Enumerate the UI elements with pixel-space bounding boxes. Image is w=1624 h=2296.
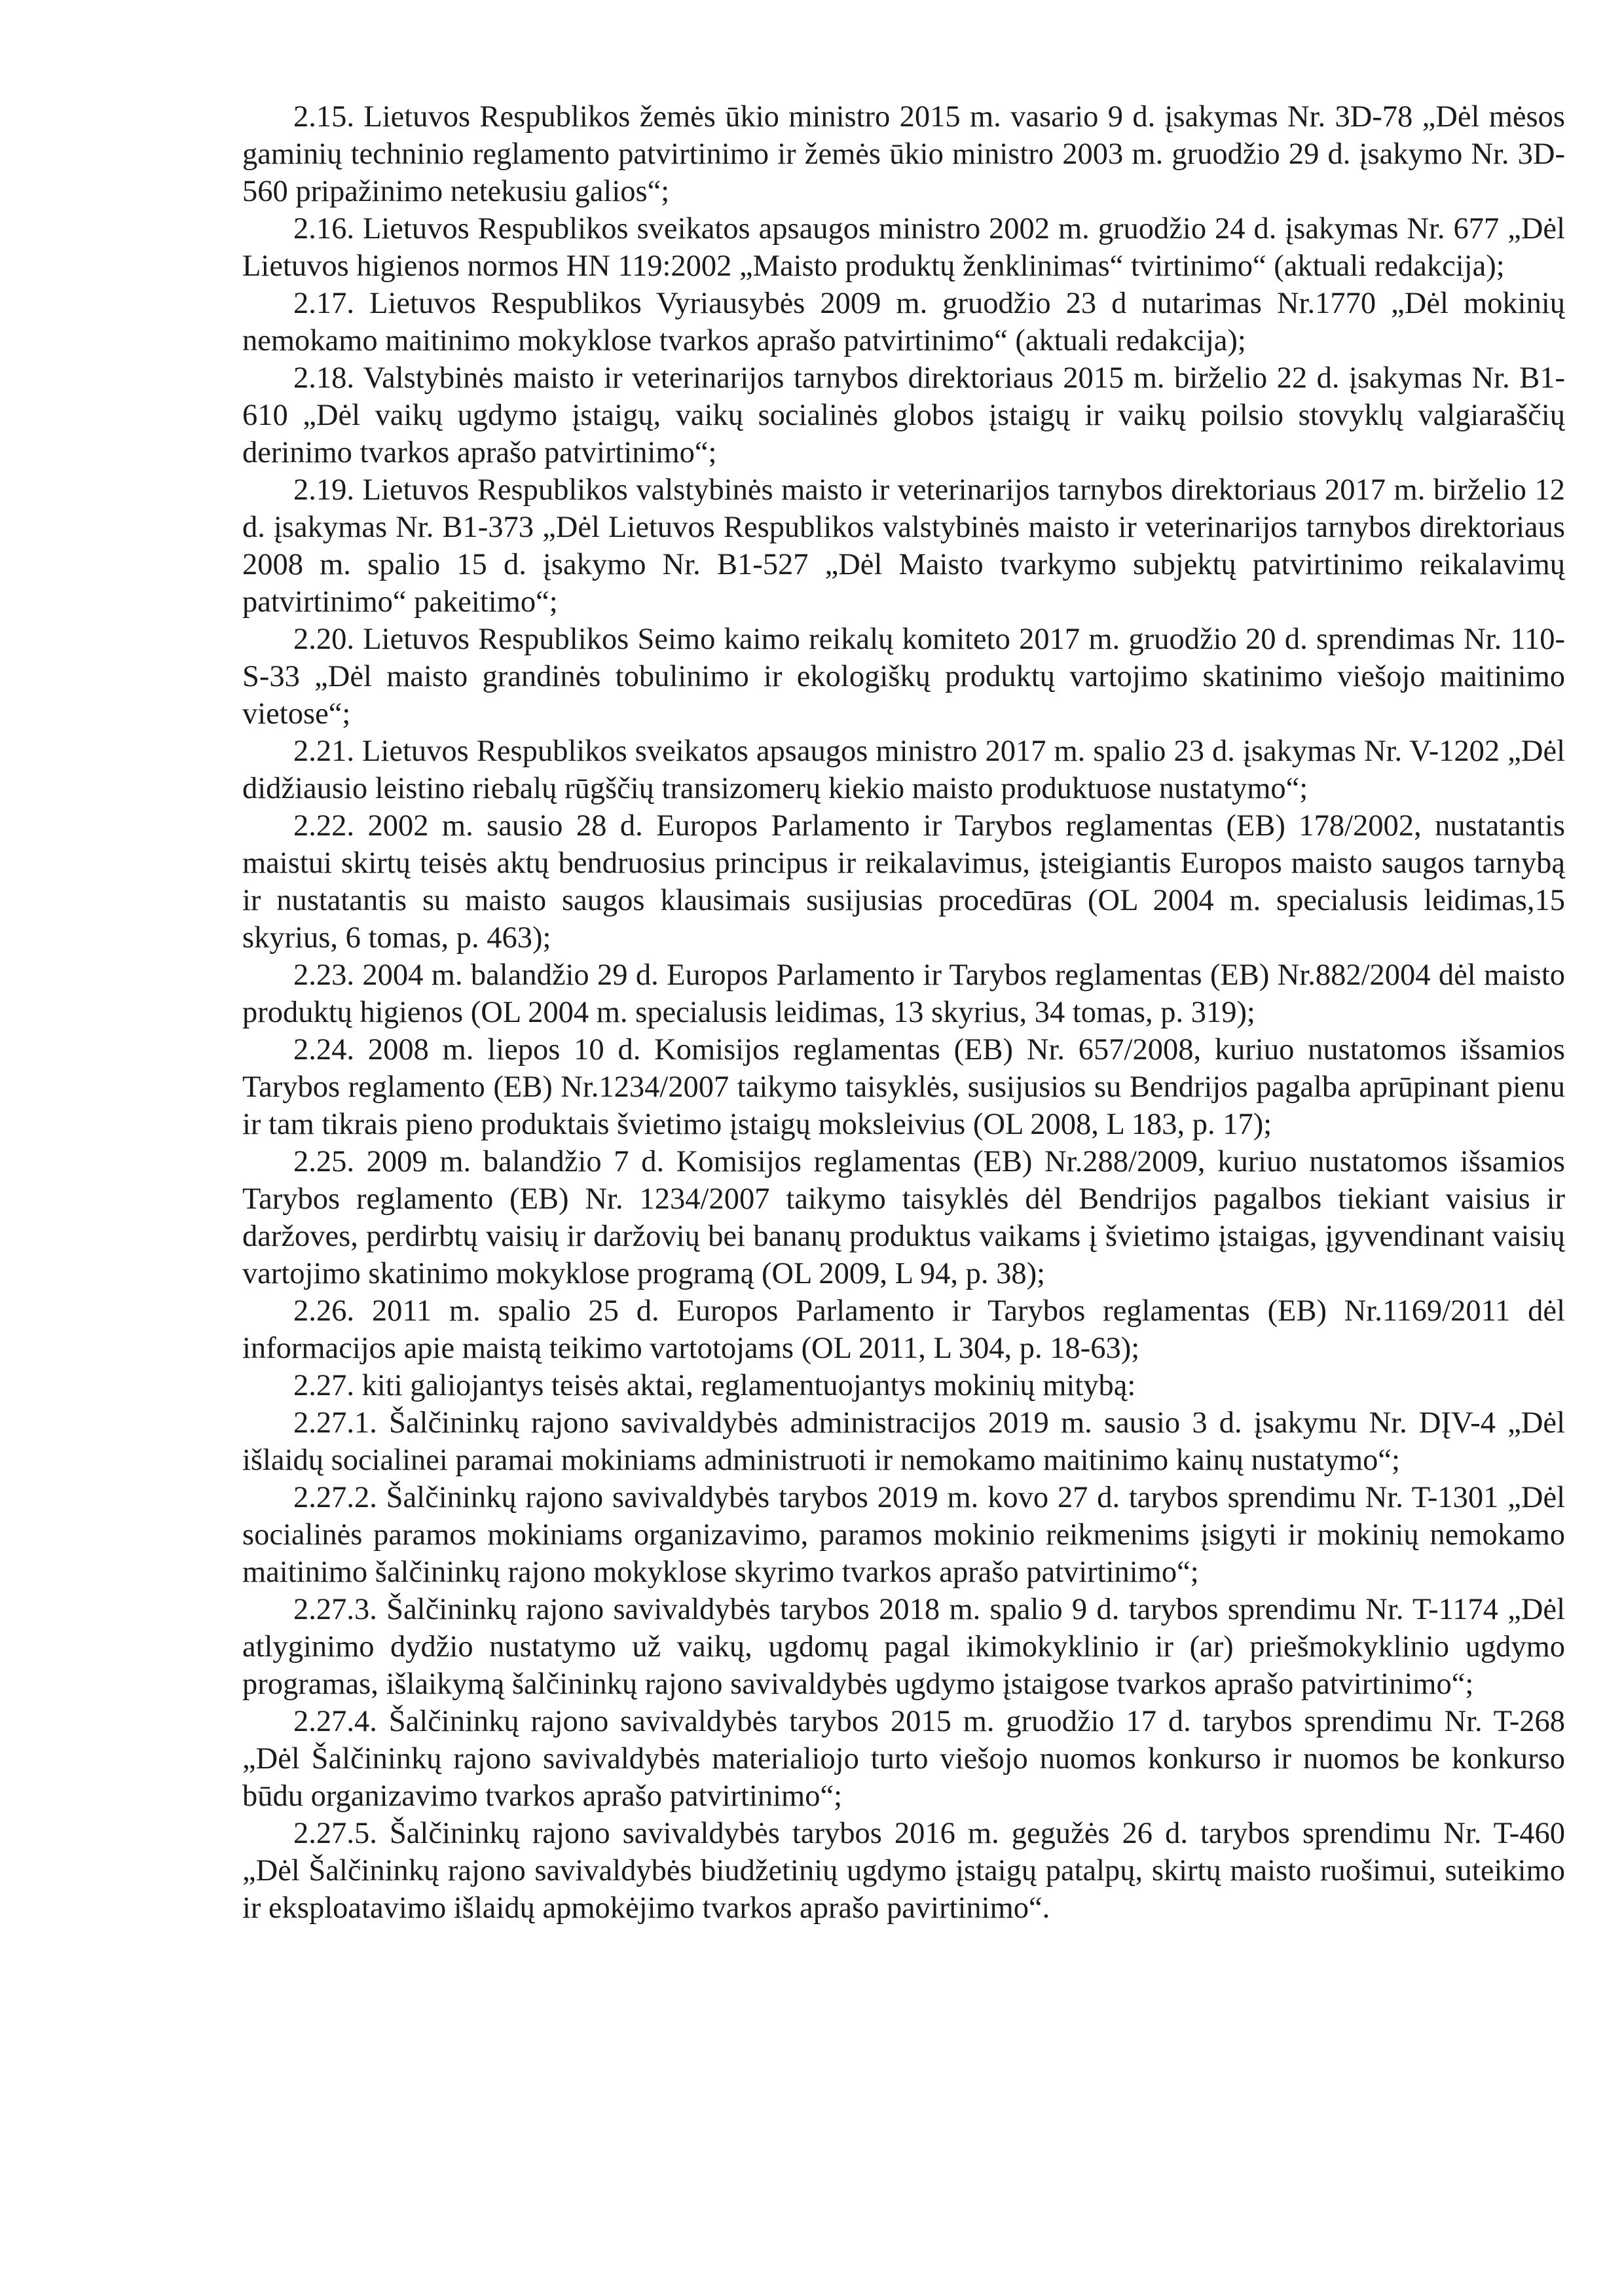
paragraph-2-27-5: 2.27.5. Šalčininkų rajono savivaldybės tarybos 2016 m. gegužės 26 d. tarybos sprendimu Nr. T-460 „Dėl Šalčininkų rajono savivaldybės biudžetinių ugdymo įstaigų patalpų, skirtų maisto ruošimui, suteikimo ir eksploatavimo išlaidų apmokėjimo tvarkos aprašo pavirtinimo“. xyxy=(242,1817,1565,1925)
paragraph-2-16: 2.16. Lietuvos Respublikos sveikatos apsaugos ministro 2002 m. gruodžio 24 d. įsakymas Nr. 677 „Dėl Lietuvos higienos normos HN 119:2002 „Maisto produktų ženklinimas“ tvirtinimo“ (aktuali redakcija); xyxy=(242,212,1565,283)
paragraph-2-19: 2.19. Lietuvos Respublikos valstybinės maisto ir veterinarijos tarnybos direktoriaus 2017 m. birželio 12 d. įsakymas Nr. B1-373 „Dėl Lietuvos Respublikos valstybinės maisto ir veterinarijos tarnybos direktoriaus 2008 m. spalio 15 d. įsakymo Nr. B1-527 „Dėl Maisto tvarkymo subjektų patvirtinimo reikalavimų patvirtinimo“ pakeitimo“; xyxy=(242,473,1565,619)
paragraph-2-27-1: 2.27.1. Šalčininkų rajono savivaldybės administracijos 2019 m. sausio 3 d. įsakymu Nr. DĮV-4 „Dėl išlaidų socialinei paramai mokiniams administruoti ir nemokamo maitinimo kainų nustatymo“; xyxy=(242,1406,1565,1477)
paragraph-2-21: 2.21. Lietuvos Respublikos sveikatos apsaugos ministro 2017 m. spalio 23 d. įsakymas Nr. V-1202 „Dėl didžiausio leistino riebalų rūgščių transizomerų kiekio maisto produktuose nustatymo“; xyxy=(242,735,1565,805)
paragraph-2-23: 2.23. 2004 m. balandžio 29 d. Europos Parlamento ir Tarybos reglamentas (EB) Nr.882/2004 dėl maisto produktų higienos (OL 2004 m. specialusis leidimas, 13 skyrius, 34 tomas, p. 319); xyxy=(242,958,1565,1029)
document-body xyxy=(242,98,1565,1927)
paragraph-2-27-2: 2.27.2. Šalčininkų rajono savivaldybės tarybos 2019 m. kovo 27 d. tarybos sprendimu Nr. T-1301 „Dėl socialinės paramos mokiniams organizavimo, paramos mokinio reikmenims įsigyti ir mokinių nemokamo maitinimo šalčininkų rajono mokyklose skyrimo tvarkos aprašo patvirtinimo“; xyxy=(242,1481,1565,1589)
paragraph-2-25: 2.25. 2009 m. balandžio 7 d. Komisijos reglamentas (EB) Nr.288/2009, kuriuo nustatomos išsamios Tarybos reglamento (EB) Nr. 1234/2007 taikymo taisyklės dėl Bendrijos pagalbos tiekiant vaisius ir daržoves, perdirbtų vaisių ir daržovių bei bananų produktus vaikams į švietimo įstaigas, įgyvendinant vaisių vartojimo skatinimo mokyklose programą (OL 2009, L 94, p. 38); xyxy=(242,1145,1565,1290)
paragraph-2-22: 2.22. 2002 m. sausio 28 d. Europos Parlamento ir Tarybos reglamentas (EB) 178/2002, nustatantis maistui skirtų teisės aktų bendruosius principus ir reikalavimus, įsteigiantis Europos maisto saugos tarnybą ir nustatantis su maisto saugos klausimais susijusias procedūras (OL 2004 m. specialusis leidimas,15 skyrius, 6 tomas, p. 463); xyxy=(242,809,1565,955)
paragraph-2-18: 2.18. Valstybinės maisto ir veterinarijos tarnybos direktoriaus 2015 m. birželio 22 d. įsakymas Nr. B1-610 „Dėl vaikų ugdymo įstaigų, vaikų socialinės globos įstaigų ir vaikų poilsio stovyklų valgiaraščių derinimo tvarkos aprašo patvirtinimo“; xyxy=(242,361,1565,469)
paragraph-2-17: 2.17. Lietuvos Respublikos Vyriausybės 2009 m. gruodžio 23 d nutarimas Nr.1770 „Dėl mokinių nemokamo maitinimo mokyklose tvarkos aprašo patvirtinimo“ (aktuali redakcija); xyxy=(242,287,1565,357)
paragraph-2-27: 2.27. kiti galiojantys teisės aktai, reglamentuojantys mokinių mitybą: xyxy=(293,1369,1136,1402)
paragraph-2-27-3: 2.27.3. Šalčininkų rajono savivaldybės tarybos 2018 m. spalio 9 d. tarybos sprendimu Nr. T-1174 „Dėl atlyginimo dydžio nustatymo už vaikų, ugdomų pagal ikimokyklinio ir (ar) priešmokyklinio ugdymo programas, išlaikymą šalčininkų rajono savivaldybės ugdymo įstaigose tvarkos aprašo patvirtinimo“; xyxy=(242,1593,1565,1701)
paragraph-2-27-4: 2.27.4. Šalčininkų rajono savivaldybės tarybos 2015 m. gruodžio 17 d. tarybos sprendimu Nr. T-268 „Dėl Šalčininkų rajono savivaldybės materialiojo turto viešojo nuomos konkurso ir nuomos be konkurso būdu organizavimo tvarkos aprašo patvirtinimo“; xyxy=(242,1705,1565,1813)
paragraph-2-24: 2.24. 2008 m. liepos 10 d. Komisijos reglamentas (EB) Nr. 657/2008, kuriuo nustatomos išsamios Tarybos reglamento (EB) Nr.1234/2007 taikymo taisyklės, susijusios su Bendrijos pagalba aprūpinant pienu ir tam tikrais pieno produktais švietimo įstaigų moksleivius (OL 2008, L 183, p. 17); xyxy=(242,1033,1565,1141)
paragraph-2-26: 2.26. 2011 m. spalio 25 d. Europos Parlamento ir Tarybos reglamentas (EB) Nr.1169/2011 dėl informacijos apie maistą teikimo vartotojams (OL 2011, L 304, p. 18-63); xyxy=(242,1294,1565,1365)
paragraph-2-15: 2.15. Lietuvos Respublikos žemės ūkio ministro 2015 m. vasario 9 d. įsakymas Nr. 3D-78 „Dėl mėsos gaminių techninio reglamento patvirtinimo ir žemės ūkio ministro 2003 m. gruodžio 29 d. įsakymo Nr. 3D-560 pripažinimo netekusiu galios“; xyxy=(242,100,1565,208)
paragraph-2-20: 2.20. Lietuvos Respublikos Seimo kaimo reikalų komiteto 2017 m. gruodžio 20 d. sprendimas Nr. 110-S-33 „Dėl maisto grandinės tobulinimo ir ekologiškų produktų vartojimo skatinimo viešojo maitinimo vietose“; xyxy=(242,623,1565,731)
